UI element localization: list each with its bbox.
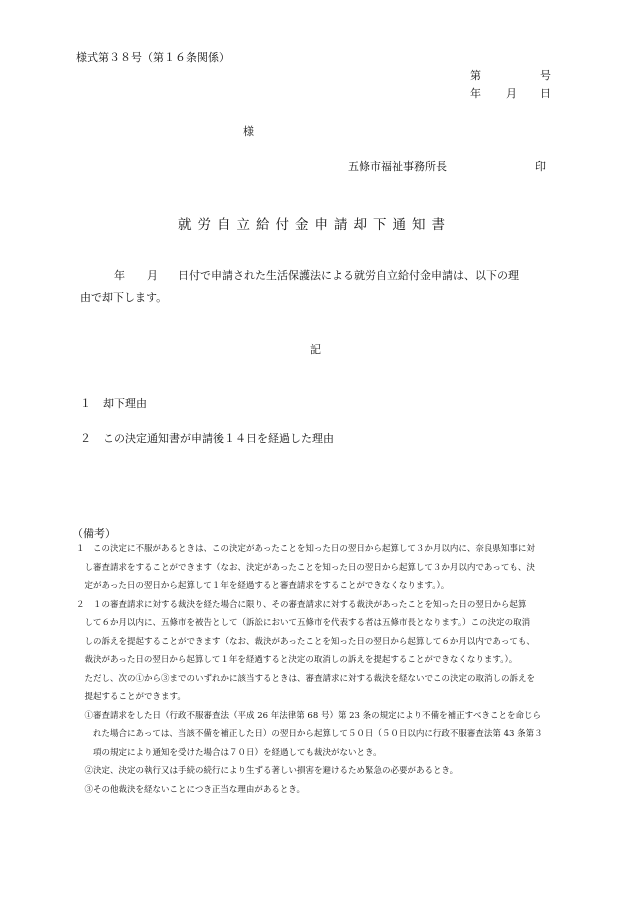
note-line: して６か月以内に、五條市を被告として（訴訟において五條市を代表する者は五條市長となります。）この決定の取消 xyxy=(76,618,531,628)
document-title: 就労自立給付金申請却下通知書 xyxy=(178,217,451,233)
notes-heading: （備考） xyxy=(72,527,116,540)
note-line: し審査請求をすることができます（なお、決定があったことを知った日の翌日から起算して３か月以内であっても、決 xyxy=(76,562,535,573)
issuer-seal: 印 xyxy=(535,160,546,173)
note-line: 裁決があった日の翌日から起算して１年を経過すると決定の取消しの訴えを提起することができなくなります。）。 xyxy=(76,655,518,665)
item-text: この決定通知書が申請後１４日を経過した理由 xyxy=(103,432,334,445)
note-line: 提起することができます。 xyxy=(76,692,186,702)
note-line: ③その他裁決を経ないことにつき正当な理由があるとき。 xyxy=(76,784,305,795)
addressee-suffix: 様 xyxy=(243,125,254,138)
date-day: 日 xyxy=(540,87,551,100)
body-year: 年 xyxy=(114,269,125,282)
item-number: ２ xyxy=(80,432,91,445)
item-1 xyxy=(80,397,147,411)
date-year: 年 xyxy=(470,87,481,100)
note-line: ２ １の審査請求に対する裁決を経た場合に限り、その審査請求に対する裁決があったことを知った日の翌日から起算 xyxy=(76,599,527,610)
doc-number-dai: 第 xyxy=(470,69,481,82)
body-paragraph xyxy=(80,265,554,309)
note-line: 定があった日の翌日から起算して１年を経過すると審査請求をすることができなくなります。）。 xyxy=(76,581,450,591)
item-number: １ xyxy=(80,397,91,410)
doc-number-go: 号 xyxy=(540,69,551,82)
item-text: 却下理由 xyxy=(103,397,147,410)
note-line: しの訴えを提起することができます（なお、裁決があったことを知った日の翌日から起算して６か月以内であっても、 xyxy=(76,636,535,647)
note-line: ただし、次の①から③までのいずれかに該当するときは、審査請求に対する裁決を経ないでこの決定の取消しの訴えを xyxy=(76,673,536,684)
notes-section xyxy=(72,527,554,799)
note-line: ①審査請求をした日（行政不服審査法（平成 26 年法律第 68 号）第 23 条の規定により不備を補正すべきことを命じら xyxy=(76,710,541,721)
date-month: 月 xyxy=(506,87,517,100)
item-2 xyxy=(80,432,334,446)
form-label: 様式第３８号（第１６条関係） xyxy=(76,51,230,64)
note-line: １ この決定に不服があるときは、この決定があったことを知った日の翌日から起算して３か月以内に、奈良県知事に対 xyxy=(76,544,535,554)
ki-label: 記 xyxy=(310,343,321,356)
body-line2: 由で却下します。 xyxy=(80,291,168,304)
body-month: 月 xyxy=(147,269,158,282)
body-line1: 日付で申請された生活保護法による就労自立給付金申請は、以下の理 xyxy=(178,269,519,282)
note-line: れた場合にあっては、当該不備を補正した日）の翌日から起算して５０日（５０日以内に行政不服審査法第 43 条第３ xyxy=(76,729,543,739)
note-line: 項の規定により通知を受けた場合は７０日）を経過しても裁決がないとき。 xyxy=(76,747,382,758)
note-line: ②決定、決定の執行又は手続の続行により生ずる著しい損害を避けるため緊急の必要があるとき。 xyxy=(76,766,459,776)
issuer-name: 五條市福祉事務所長 xyxy=(348,160,447,173)
